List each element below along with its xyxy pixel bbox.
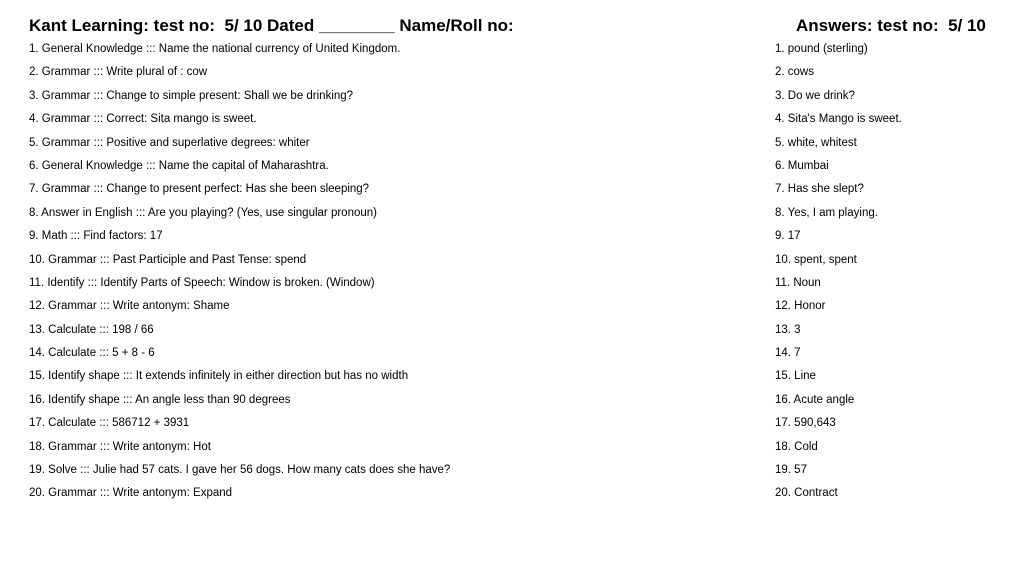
answer-item: 5. white, whitest [775, 136, 857, 149]
question-list [29, 41, 749, 509]
question-item: 2. Grammar ::: Write plural of : cow [29, 66, 208, 79]
question-item: 9. Math ::: Find factors: 17 [29, 230, 163, 243]
question-item: 13. Calculate ::: 198 / 66 [29, 323, 154, 336]
question-item: 15. Identify shape ::: It extends infinitely in either direction but has no width [29, 370, 409, 383]
question-item: 12. Grammar ::: Write antonym: Shame [29, 300, 230, 313]
answer-item: 19. 57 [775, 464, 807, 477]
answer-item: 8. Yes, I am playing. [775, 206, 878, 219]
question-item: 10. Grammar ::: Past Participle and Past Tense: spend [29, 253, 307, 266]
question-item: 5. Grammar ::: Positive and superlative degrees: whiter [29, 136, 310, 149]
answer-item: 10. spent, spent [775, 253, 857, 266]
answer-item: 11. Noun [775, 276, 821, 289]
question-item: 6. General Knowledge ::: Name the capital of Maharashtra. [29, 159, 329, 172]
answer-item: 7. Has she slept? [775, 183, 864, 196]
answer-item: 1. pound (sterling) [775, 43, 868, 55]
answer-item: 3. Do we drink? [775, 89, 855, 102]
question-item: 18. Grammar ::: Write antonym: Hot [29, 440, 211, 453]
answer-item: 14. 7 [775, 347, 801, 360]
question-item: 1. General Knowledge ::: Name the national currency of United Kingdom. [29, 43, 401, 55]
question-item: 17. Calculate ::: 586712 + 3931 [29, 417, 190, 430]
question-item: 11. Identify ::: Identify Parts of Speech: Window is broken. (Window) [29, 276, 375, 289]
answer-item: 6. Mumbai [775, 159, 829, 172]
answer-item: 4. Sita's Mango is sweet. [775, 113, 902, 126]
question-item: 20. Grammar ::: Write antonym: Expand [29, 487, 233, 500]
answer-item: 13. 3 [775, 323, 801, 336]
question-item: 8. Answer in English ::: Are you playing? (Yes, use singular pronoun) [29, 206, 377, 219]
question-item: 19. Solve ::: Julie had 57 cats. I gave her 56 dogs. How many cats does she have? [29, 464, 451, 477]
question-item: 3. Grammar ::: Change to simple present: Shall we be drinking? [29, 89, 354, 102]
answer-item: 20. Contract [775, 487, 838, 500]
answer-item: 9. 17 [775, 230, 801, 243]
answer-item: 18. Cold [775, 440, 818, 453]
answer-item: 2. cows [775, 66, 814, 79]
answer-item: 16. Acute angle [775, 393, 855, 406]
question-item: 16. Identify shape ::: An angle less than 90 degrees [29, 393, 291, 406]
answers-title: Answers: test no: 5/ 10 [796, 16, 986, 35]
answer-item: 12. Honor [775, 300, 826, 313]
question-item: 14. Calculate ::: 5 + 8 - 6 [29, 347, 155, 360]
answer-list [775, 41, 1005, 509]
question-item: 4. Grammar ::: Correct: Sita mango is sweet. [29, 113, 257, 126]
test-title: Kant Learning: test no: 5/ 10 Dated ________ Name/Roll no: [29, 16, 514, 35]
question-item: 7. Grammar ::: Change to present perfect: Has she been sleeping? [29, 183, 370, 196]
answer-item: 15. Line [775, 370, 816, 383]
answer-item: 17. 590,643 [775, 417, 836, 430]
